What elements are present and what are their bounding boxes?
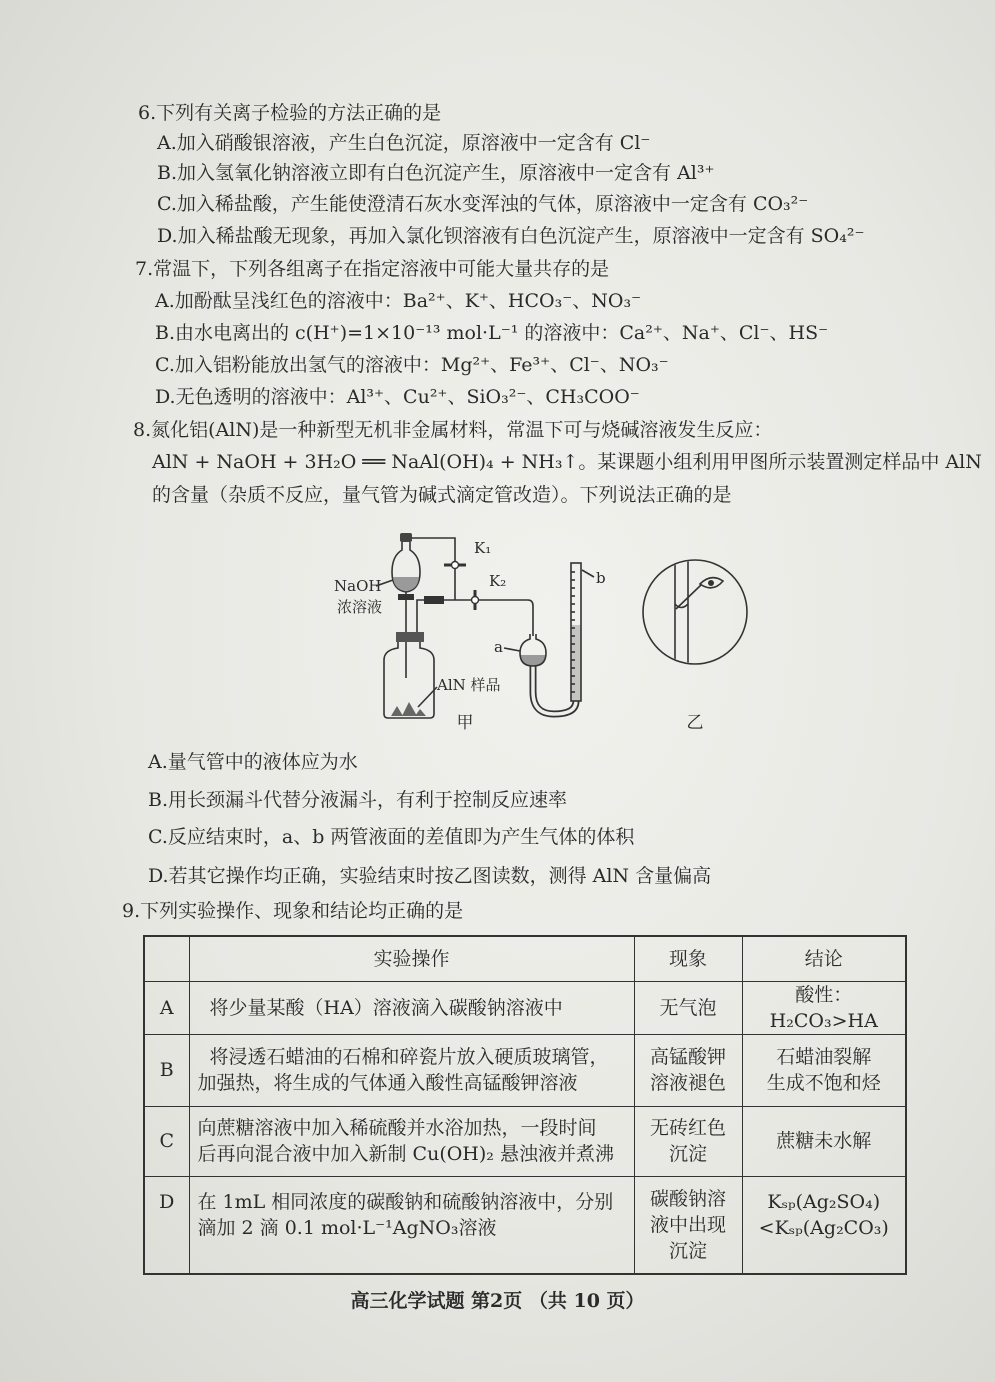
- row-phenomenon: 高锰酸钾 溶液褪色: [634, 1034, 742, 1106]
- q6-option-b: B.加入氢氧化钠溶液立即有白色沉淀产生，原溶液中一定含有 Al³⁺: [157, 162, 715, 184]
- gas-burette-b: [571, 563, 581, 701]
- row-label: B: [144, 1034, 189, 1106]
- q6-stem: 6.下列有关离子检验的方法正确的是: [138, 102, 442, 124]
- row-label: C: [144, 1106, 189, 1176]
- sample-label: AlN 样品: [437, 676, 501, 694]
- rubber-tube: [424, 596, 444, 604]
- row-operation: 在 1mL 相同浓度的碳酸钠和硫酸钠溶液中，分别 滴加 2 滴 0.1 mol·L⁻¹AgNO₃溶液: [189, 1176, 634, 1274]
- q8-option-c: C.反应结束时，a、b 两管液面的差值即为产生气体的体积: [148, 826, 635, 848]
- row-phenomenon: 无气泡: [634, 981, 742, 1034]
- b-leader-line: [582, 570, 594, 577]
- table-header-blank: [144, 936, 189, 981]
- q7-option-d: D.无色透明的溶液中：Al³⁺、Cu²⁺、SiO₃²⁻、CH₃COO⁻: [155, 386, 640, 408]
- a-leader-line: [504, 648, 520, 651]
- table-row: [144, 1106, 906, 1176]
- separatory-funnel: [392, 533, 420, 678]
- row-phenomenon: 碳酸钠溶 液中出现 沉淀: [634, 1176, 742, 1274]
- caption-yi: 乙: [686, 713, 704, 733]
- q8-stem-line-1: 8.氮化铝(AlN)是一种新型无机非金属材料，常温下可与烧碱溶液发生反应：: [133, 419, 773, 441]
- q8-option-a: A.量气管中的液体应为水: [148, 751, 358, 773]
- naoh-label: NaOH: [334, 577, 382, 595]
- q9-stem: 9.下列实验操作、现象和结论均正确的是: [122, 900, 464, 922]
- row-label: A: [144, 981, 189, 1034]
- row-conclusion: 蔗糖未水解: [742, 1106, 906, 1176]
- row-operation: 将浸透石蜡油的石棉和碎瓷片放入硬质玻璃管， 加强热，将生成的气体通入酸性高锰酸钾溶液: [189, 1034, 634, 1106]
- row-phenomenon: 无砖红色 沉淀: [634, 1106, 742, 1176]
- page-footer: 高三化学试题 第2页 （共 10 页）: [350, 1290, 645, 1312]
- q8-stem-line-2: AlN + NaOH + 3H₂O ══ NaAl(OH)₄ + NH₃↑。某课题小组利用甲图所示装置测定样品中 AlN: [152, 451, 982, 473]
- k1-label: K₁: [474, 539, 492, 557]
- q6-option-c: C.加入稀盐酸，产生能使澄清石灰水变浑浊的气体，原溶液中一定含有 CO₃²⁻: [157, 193, 809, 215]
- q7-option-c: C.加入铝粉能放出氢气的溶液中：Mg²⁺、Fe³⁺、Cl⁻、NO₃⁻: [155, 354, 669, 376]
- row-conclusion: Kₛₚ(Ag₂SO₄) <Kₛₚ(Ag₂CO₃): [742, 1176, 906, 1274]
- table-header-operation: 实验操作: [189, 936, 634, 981]
- table-row: [144, 981, 906, 1034]
- stopcock-k1: [444, 562, 466, 569]
- q6-option-a: A.加入硝酸银溶液，产生白色沉淀，原溶液中一定含有 Cl⁻: [157, 132, 651, 154]
- q7-stem: 7.常温下，下列各组离子在指定溶液中可能大量共存的是: [135, 258, 610, 280]
- q8-option-d: D.若其它操作均正确，实验结束时按乙图读数，测得 AlN 含量偏高: [148, 865, 712, 887]
- a-label: a: [494, 638, 503, 656]
- caption-jia: 甲: [456, 713, 474, 733]
- q8-stem-line-3: 的含量（杂质不反应，量气管为碱式滴定管改造）。下列说法正确的是: [152, 484, 732, 506]
- stopcock-k2: [472, 590, 479, 610]
- q6-option-d: D.加入稀盐酸无现象，再加入氯化钡溶液有白色沉淀产生，原溶液中一定含有 SO₄²⁻: [157, 225, 865, 247]
- b-label: b: [596, 569, 606, 587]
- row-conclusion: 石蜡油裂解 生成不饱和烃: [742, 1034, 906, 1106]
- q8-option-b: B.用长颈漏斗代替分液漏斗，有利于控制反应速率: [148, 789, 568, 811]
- row-conclusion: 酸性：H₂CO₃>HA: [742, 981, 906, 1034]
- u-tube: [533, 666, 576, 714]
- solution-label: 浓溶液: [337, 598, 383, 616]
- leveling-funnel-a: [520, 634, 546, 666]
- table-row: [144, 1176, 906, 1274]
- balance-tube: [412, 538, 455, 600]
- table-header-conclusion: 结论: [742, 936, 906, 981]
- reading-detail-circle: [643, 550, 747, 672]
- table-header-row: [144, 936, 906, 981]
- table-row: [144, 1034, 906, 1106]
- row-operation: 向蔗糖溶液中加入稀硫酸并水浴加热，一段时间 后再向混合液中加入新制 Cu(OH)₂ 悬浊液并煮沸: [189, 1106, 634, 1176]
- row-label: D: [144, 1176, 189, 1274]
- q7-option-b: B.由水电离出的 c(H⁺)=1×10⁻¹³ mol·L⁻¹ 的溶液中：Ca²⁺、Na⁺、Cl⁻、HS⁻: [155, 322, 829, 344]
- k2-label: K₂: [489, 572, 507, 590]
- row-operation: 将少量某酸（HA）溶液滴入碳酸钠溶液中: [189, 981, 634, 1034]
- experiment-table: [143, 935, 907, 1275]
- q7-option-a: A.加酚酞呈浅红色的溶液中：Ba²⁺、K⁺、HCO₃⁻、NO₃⁻: [155, 290, 642, 312]
- table-header-phenomenon: 现象: [634, 936, 742, 981]
- apparatus-figure: [320, 525, 760, 740]
- eye-icon: [700, 578, 723, 588]
